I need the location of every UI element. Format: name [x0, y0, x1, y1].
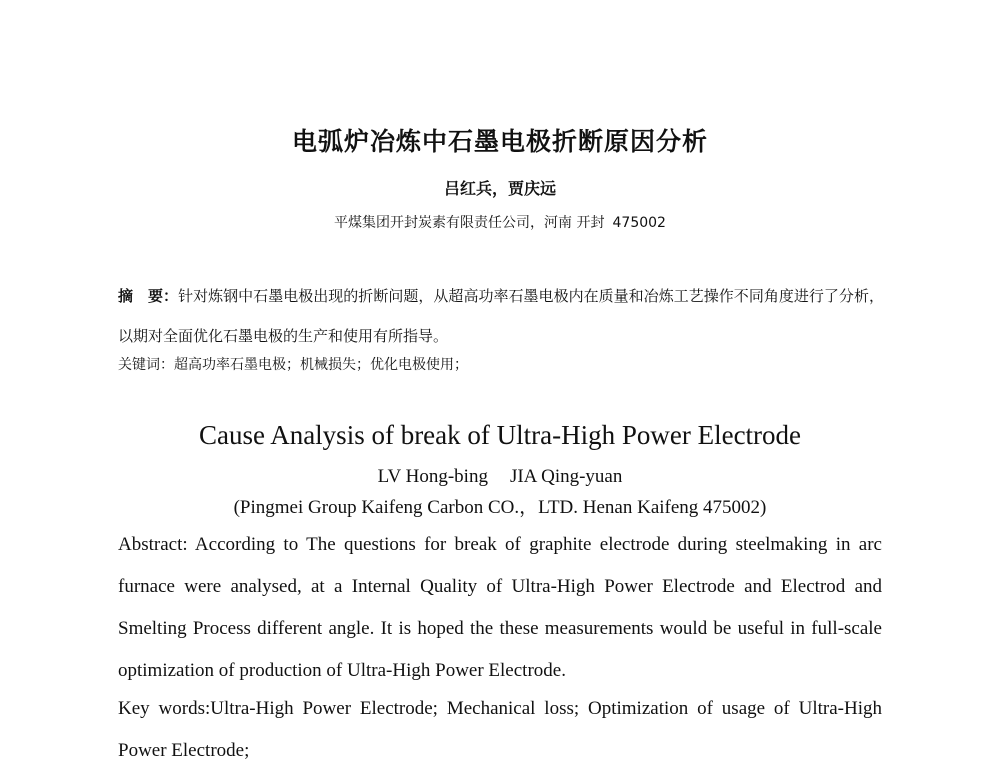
postcode-cn: 475002: [612, 215, 666, 231]
affiliation-cn-text: 平煤集团开封炭素有限责任公司，河南 开封: [334, 215, 605, 231]
abstract-cn-label: 摘 要：: [118, 287, 179, 305]
author-1-en: LV Hong-bing: [377, 466, 488, 487]
keywords-en-label: Key words:: [118, 698, 211, 719]
author-2-en: JIA Qing-yuan: [509, 466, 623, 487]
abstract-en: [118, 524, 882, 692]
keywords-en-text: Ultra-High Power Electrode; Mechanical loss; Optimization of usage of Ultra-High Power Electrode;: [118, 698, 882, 761]
keywords-cn-label: 关键词：: [118, 357, 174, 373]
affiliation-cn: [0, 212, 1000, 232]
abstract-en-text: According to The questions for break of graphite electrode during steelmaking in arc furnace were analysed, at a Internal Quality of Ultra-High Power Electrode and Electrod and Smelting Process different angle. It is hoped the these measurements would be useful in full-scale optimization of production of Ultra-High Power Electrode.: [118, 534, 882, 681]
abstract-cn: [118, 276, 884, 356]
paper-title-cn: 电弧炉冶炼中石墨电极折断原因分析: [291, 127, 708, 156]
keywords-en: [118, 688, 882, 772]
affiliation-en: (Pingmei Group Kaifeng Carbon CO.，LTD. Henan Kaifeng 475002): [233, 497, 767, 518]
abstract-cn-text: 针对炼钢中石墨电极出现的折断问题，从超高功率石墨电极内在质量和冶炼工艺操作不同角度进行了分析，以期对全面优化石墨电极的生产和使用有所指导。: [118, 287, 884, 345]
authors-en: [0, 466, 1000, 488]
authors-cn: 吕红兵，贾庆远: [443, 179, 556, 198]
keywords-cn: [118, 354, 468, 374]
paper-title-en: Cause Analysis of break of Ultra-High Power Electrode: [198, 420, 802, 450]
abstract-en-label: Abstract:: [118, 534, 188, 555]
keywords-cn-text: 超高功率石墨电极；机械损失；优化电极使用；: [174, 357, 468, 373]
